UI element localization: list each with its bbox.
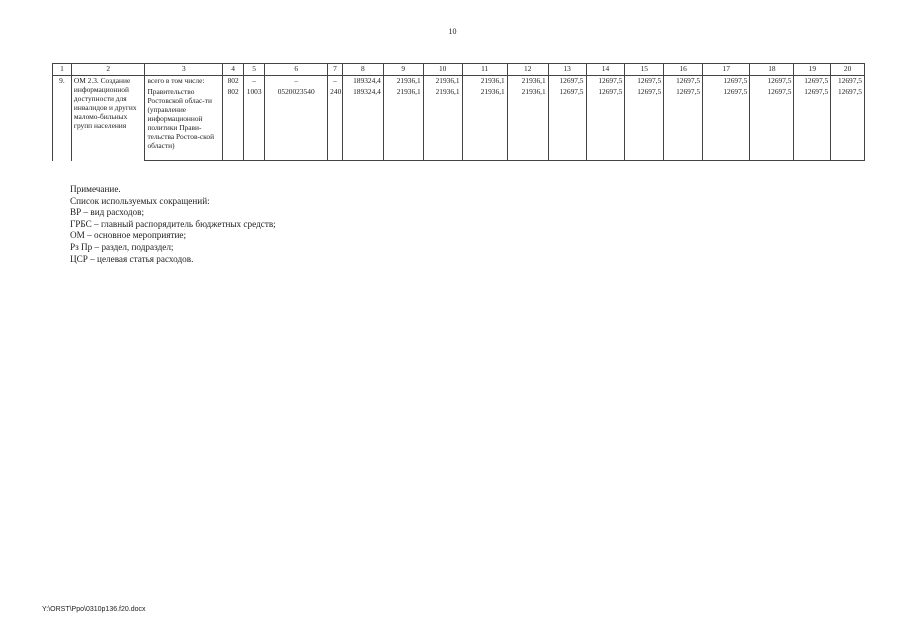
value-cell: 21936,1 xyxy=(507,87,548,161)
header-cell: 6 xyxy=(265,64,328,76)
value-cell: 12697,5 xyxy=(586,87,625,161)
grbs-cell: 802 xyxy=(223,76,244,88)
value-cell: 12697,5 xyxy=(703,76,750,88)
header-cell: 3 xyxy=(145,64,223,76)
value-cell: 12697,5 xyxy=(831,87,865,161)
value-cell: 189324,4 xyxy=(342,87,383,161)
row-number-cell: 9. xyxy=(53,76,72,161)
header-cell: 16 xyxy=(664,64,703,76)
value-cell: 12697,5 xyxy=(750,76,794,88)
header-cell: 19 xyxy=(794,64,831,76)
vr-cell: – xyxy=(328,76,343,88)
csr-cell: – xyxy=(265,76,328,88)
notes-title: Примечание. xyxy=(70,184,121,194)
value-cell: 21936,1 xyxy=(383,87,423,161)
header-cell: 18 xyxy=(750,64,794,76)
value-cell: 12697,5 xyxy=(664,87,703,161)
note-line: ОМ – основное мероприятие; xyxy=(70,230,187,241)
value-cell: 21936,1 xyxy=(462,87,507,161)
table-header-row xyxy=(53,64,865,76)
value-cell: 21936,1 xyxy=(423,87,462,161)
footer-file-path: Y:\ORST\Ppo\0310p136.f20.docx xyxy=(42,606,146,613)
notes-section xyxy=(70,184,276,265)
value-cell: 12697,5 xyxy=(625,76,664,88)
page-number: 10 xyxy=(448,27,457,36)
header-cell: 20 xyxy=(831,64,865,76)
csr-cell: 0520023540 xyxy=(265,87,328,161)
rzpr-cell: 1003 xyxy=(244,87,265,161)
value-cell: 12697,5 xyxy=(548,87,586,161)
note-line: Список используемых сокращений: xyxy=(70,195,210,206)
header-cell: 9 xyxy=(383,64,423,76)
value-cell: 12697,5 xyxy=(750,87,794,161)
table-row-government xyxy=(53,87,865,161)
header-cell: 12 xyxy=(507,64,548,76)
vr-cell: 240 xyxy=(328,87,343,161)
header-cell: 2 xyxy=(71,64,145,76)
executor-cell: Правительство Ростовской облас-ти (управление информационной политики Прави-тельства Ростов-ской области) xyxy=(145,87,223,161)
value-cell: 21936,1 xyxy=(383,76,423,88)
value-cell: 12697,5 xyxy=(794,87,831,161)
value-cell: 21936,1 xyxy=(507,76,548,88)
note-line: ГРБС – главный распорядитель бюджетных средств; xyxy=(70,218,276,229)
value-cell: 12697,5 xyxy=(664,76,703,88)
header-cell: 17 xyxy=(703,64,750,76)
note-line: Рз Пр – раздел, подраздел; xyxy=(70,241,174,252)
table-row-total xyxy=(53,76,865,88)
value-cell: 21936,1 xyxy=(423,76,462,88)
value-cell: 21936,1 xyxy=(462,76,507,88)
header-cell: 4 xyxy=(223,64,244,76)
value-cell: 12697,5 xyxy=(831,76,865,88)
header-cell: 5 xyxy=(244,64,265,76)
header-cell: 13 xyxy=(548,64,586,76)
header-cell: 1 xyxy=(53,64,72,76)
header-cell: 15 xyxy=(625,64,664,76)
budget-table xyxy=(52,63,865,161)
value-cell: 12697,5 xyxy=(548,76,586,88)
header-cell: 8 xyxy=(342,64,383,76)
value-cell: 12697,5 xyxy=(794,76,831,88)
header-cell: 7 xyxy=(328,64,343,76)
executor-cell: всего в том числе: xyxy=(145,76,223,88)
header-cell: 11 xyxy=(462,64,507,76)
rzpr-cell: – xyxy=(244,76,265,88)
header-cell: 10 xyxy=(423,64,462,76)
value-cell: 12697,5 xyxy=(703,87,750,161)
header-cell: 14 xyxy=(586,64,625,76)
note-line: ЦСР – целевая статья расходов. xyxy=(70,253,194,264)
value-cell: 189324,4 xyxy=(342,76,383,88)
grbs-cell: 802 xyxy=(223,87,244,161)
measure-name-cell: ОМ 2.3. Создание информационной доступности для инвалидов и других маломо-бильных групп населения xyxy=(71,76,145,161)
value-cell: 12697,5 xyxy=(625,87,664,161)
note-line: ВР – вид расходов; xyxy=(70,207,145,218)
value-cell: 12697,5 xyxy=(586,76,625,88)
